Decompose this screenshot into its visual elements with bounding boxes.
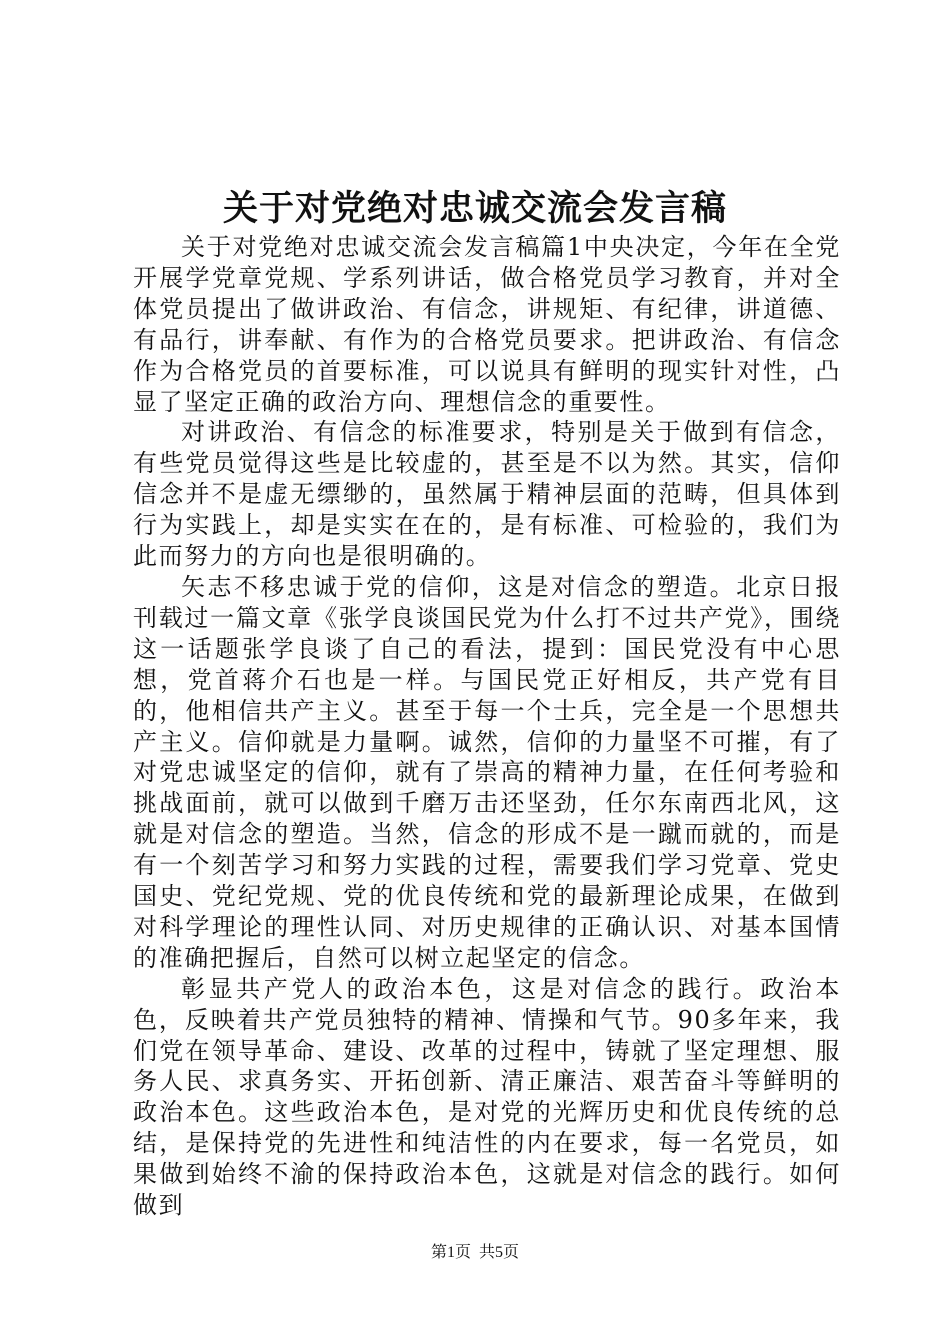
- paragraph-4: 彰显共产党人的政治本色，这是对信念的践行。政治本色，反映着共产党员独特的精神、情操和气节。90多年来，我们党在领导革命、建设、改革的过程中，铸就了坚定理想、服务人民、求真务实、开拓创新、清正廉洁、艰苦奋斗等鲜明的政治本色。这些政治本色，是对党的光辉历史和优良传统的总结，是保持党的先进性和纯洁性的内在要求，每一名党员，如果做到始终不渝的保持政治本色，这就是对信念的践行。如何做到: [133, 974, 841, 1220]
- page-footer: [0, 1242, 950, 1264]
- page-number: 第1页 共5页: [430, 1244, 519, 1261]
- document-title: 关于对党绝对忠诚交流会发言稿: [222, 188, 727, 229]
- paragraph-2: 对讲政治、有信念的标准要求，特别是关于做到有信念，有些党员觉得这些是比较虚的，甚至是不以为然。其实，信仰信念并不是虚无缥缈的，虽然属于精神层面的范畴，但具体到行为实践上，却是实实在在的，是有标准、可检验的，我们为此而努力的方向也是很明确的。: [133, 418, 841, 571]
- document-body: [133, 232, 841, 1221]
- paragraph-3: 矢志不移忠诚于党的信仰，这是对信念的塑造。北京日报刊载过一篇文章《张学良谈国民党为什么打不过共产党》，围绕这一话题张学良谈了自己的看法，提到：国民党没有中心思想，党首蒋介石也是一样。与国民党正好相反，共产党有目的，他相信共产主义。甚至于每一个士兵，完全是一个思想共产主义。信仰就是力量啊。诚然，信仰的力量坚不可摧，有了对党忠诚坚定的信仰，就有了崇高的精神力量，在任何考验和挑战面前，就可以做到千磨万击还坚劲，任尔东南西北风，这就是对信念的塑造。当然，信念的形成不是一蹴而就的，而是有一个刻苦学习和努力实践的过程，需要我们学习党章、党史国史、党纪党规、党的优良传统和党的最新理论成果，在做到对科学理论的理性认同、对历史规律的正确认识、对基本国情的准确把握后，自然可以树立起坚定的信念。: [133, 572, 841, 972]
- paragraph-1: 关于对党绝对忠诚交流会发言稿篇1中央决定，今年在全党开展学党章党规、学系列讲话，做合格党员学习教育，并对全体党员提出了做讲政治、有信念，讲规矩、有纪律，讲道德、有品行，讲奉献、有作为的合格党员要求。把讲政治、有信念作为合格党员的首要标准，可以说具有鲜明的现实针对性，凸显了坚定正确的政治方向、理想信念的重要性。: [133, 233, 841, 416]
